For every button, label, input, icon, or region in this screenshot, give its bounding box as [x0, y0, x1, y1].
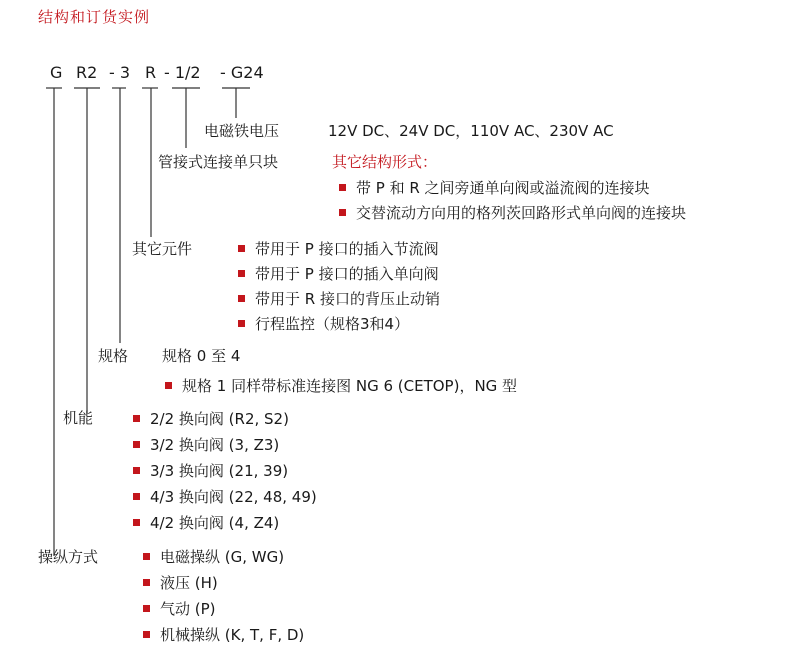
- list-item: 气动 (P): [143, 598, 216, 619]
- list-item: 机械操纵 (K, T, F, D): [143, 624, 304, 645]
- list-item: 带用于 P 接口的插入节流阀: [238, 238, 439, 259]
- list-item: 4/3 换向阀 (22, 48, 49): [133, 486, 317, 507]
- bullet-icon: [143, 553, 150, 560]
- bullet-icon: [143, 605, 150, 612]
- list-item: 3/2 换向阀 (3, Z3): [133, 434, 279, 455]
- bullet-icon: [339, 209, 346, 216]
- size-range-value: 规格 0 至 4: [162, 347, 241, 365]
- bullet-icon: [238, 295, 245, 302]
- function-label: 机能: [63, 409, 94, 427]
- bullet-icon: [339, 184, 346, 191]
- list-item: 电磁操纵 (G, WG): [143, 546, 284, 567]
- bullet-icon: [165, 382, 172, 389]
- bullet-icon: [133, 493, 140, 500]
- code-part-connection: - 1/2: [164, 63, 201, 82]
- bullet-icon: [238, 270, 245, 277]
- code-part-function: R2: [76, 63, 98, 82]
- list-item: 4/2 换向阀 (4, Z4): [133, 512, 279, 533]
- solenoid-voltage-values: 12V DC、24V DC，110V AC、230V AC: [328, 122, 614, 140]
- list-item: 交替流动方向用的格列茨回路形式单向阀的连接块: [339, 202, 686, 223]
- code-part-size: - 3: [109, 63, 131, 82]
- connection-block-label: 管接式连接单只块: [158, 153, 279, 171]
- list-item: 带用于 P 接口的插入单向阀: [238, 263, 439, 284]
- list-item: 2/2 换向阀 (R2, S2): [133, 408, 289, 429]
- bullet-icon: [133, 467, 140, 474]
- bullet-icon: [238, 320, 245, 327]
- actuation-label: 操纵方式: [38, 548, 99, 566]
- bullet-icon: [133, 441, 140, 448]
- list-item: 带用于 R 接口的背压止动销: [238, 288, 440, 309]
- other-elements-label: 其它元件: [132, 240, 193, 258]
- list-item: 规格 1 同样带标准连接图 NG 6 (CETOP)，NG 型: [165, 375, 517, 396]
- page-title: 结构和订货实例: [38, 8, 151, 26]
- bullet-icon: [143, 631, 150, 638]
- code-part-actuation: G: [50, 63, 63, 82]
- code-part-elements: R: [145, 63, 157, 82]
- bullet-icon: [143, 579, 150, 586]
- bullet-icon: [133, 519, 140, 526]
- bullet-icon: [133, 415, 140, 422]
- other-forms-heading: 其它结构形式：: [332, 153, 438, 171]
- bullet-icon: [238, 245, 245, 252]
- list-item: 带 P 和 R 之间旁通单向阀或溢流阀的连接块: [339, 177, 650, 198]
- code-part-voltage: - G24: [220, 63, 264, 82]
- size-label: 规格: [98, 347, 129, 365]
- list-item: 行程监控（规格3和4）: [238, 313, 409, 334]
- list-item: 3/3 换向阀 (21, 39): [133, 460, 288, 481]
- list-item: 液压 (H): [143, 572, 218, 593]
- solenoid-voltage-label: 电磁铁电压: [204, 122, 280, 140]
